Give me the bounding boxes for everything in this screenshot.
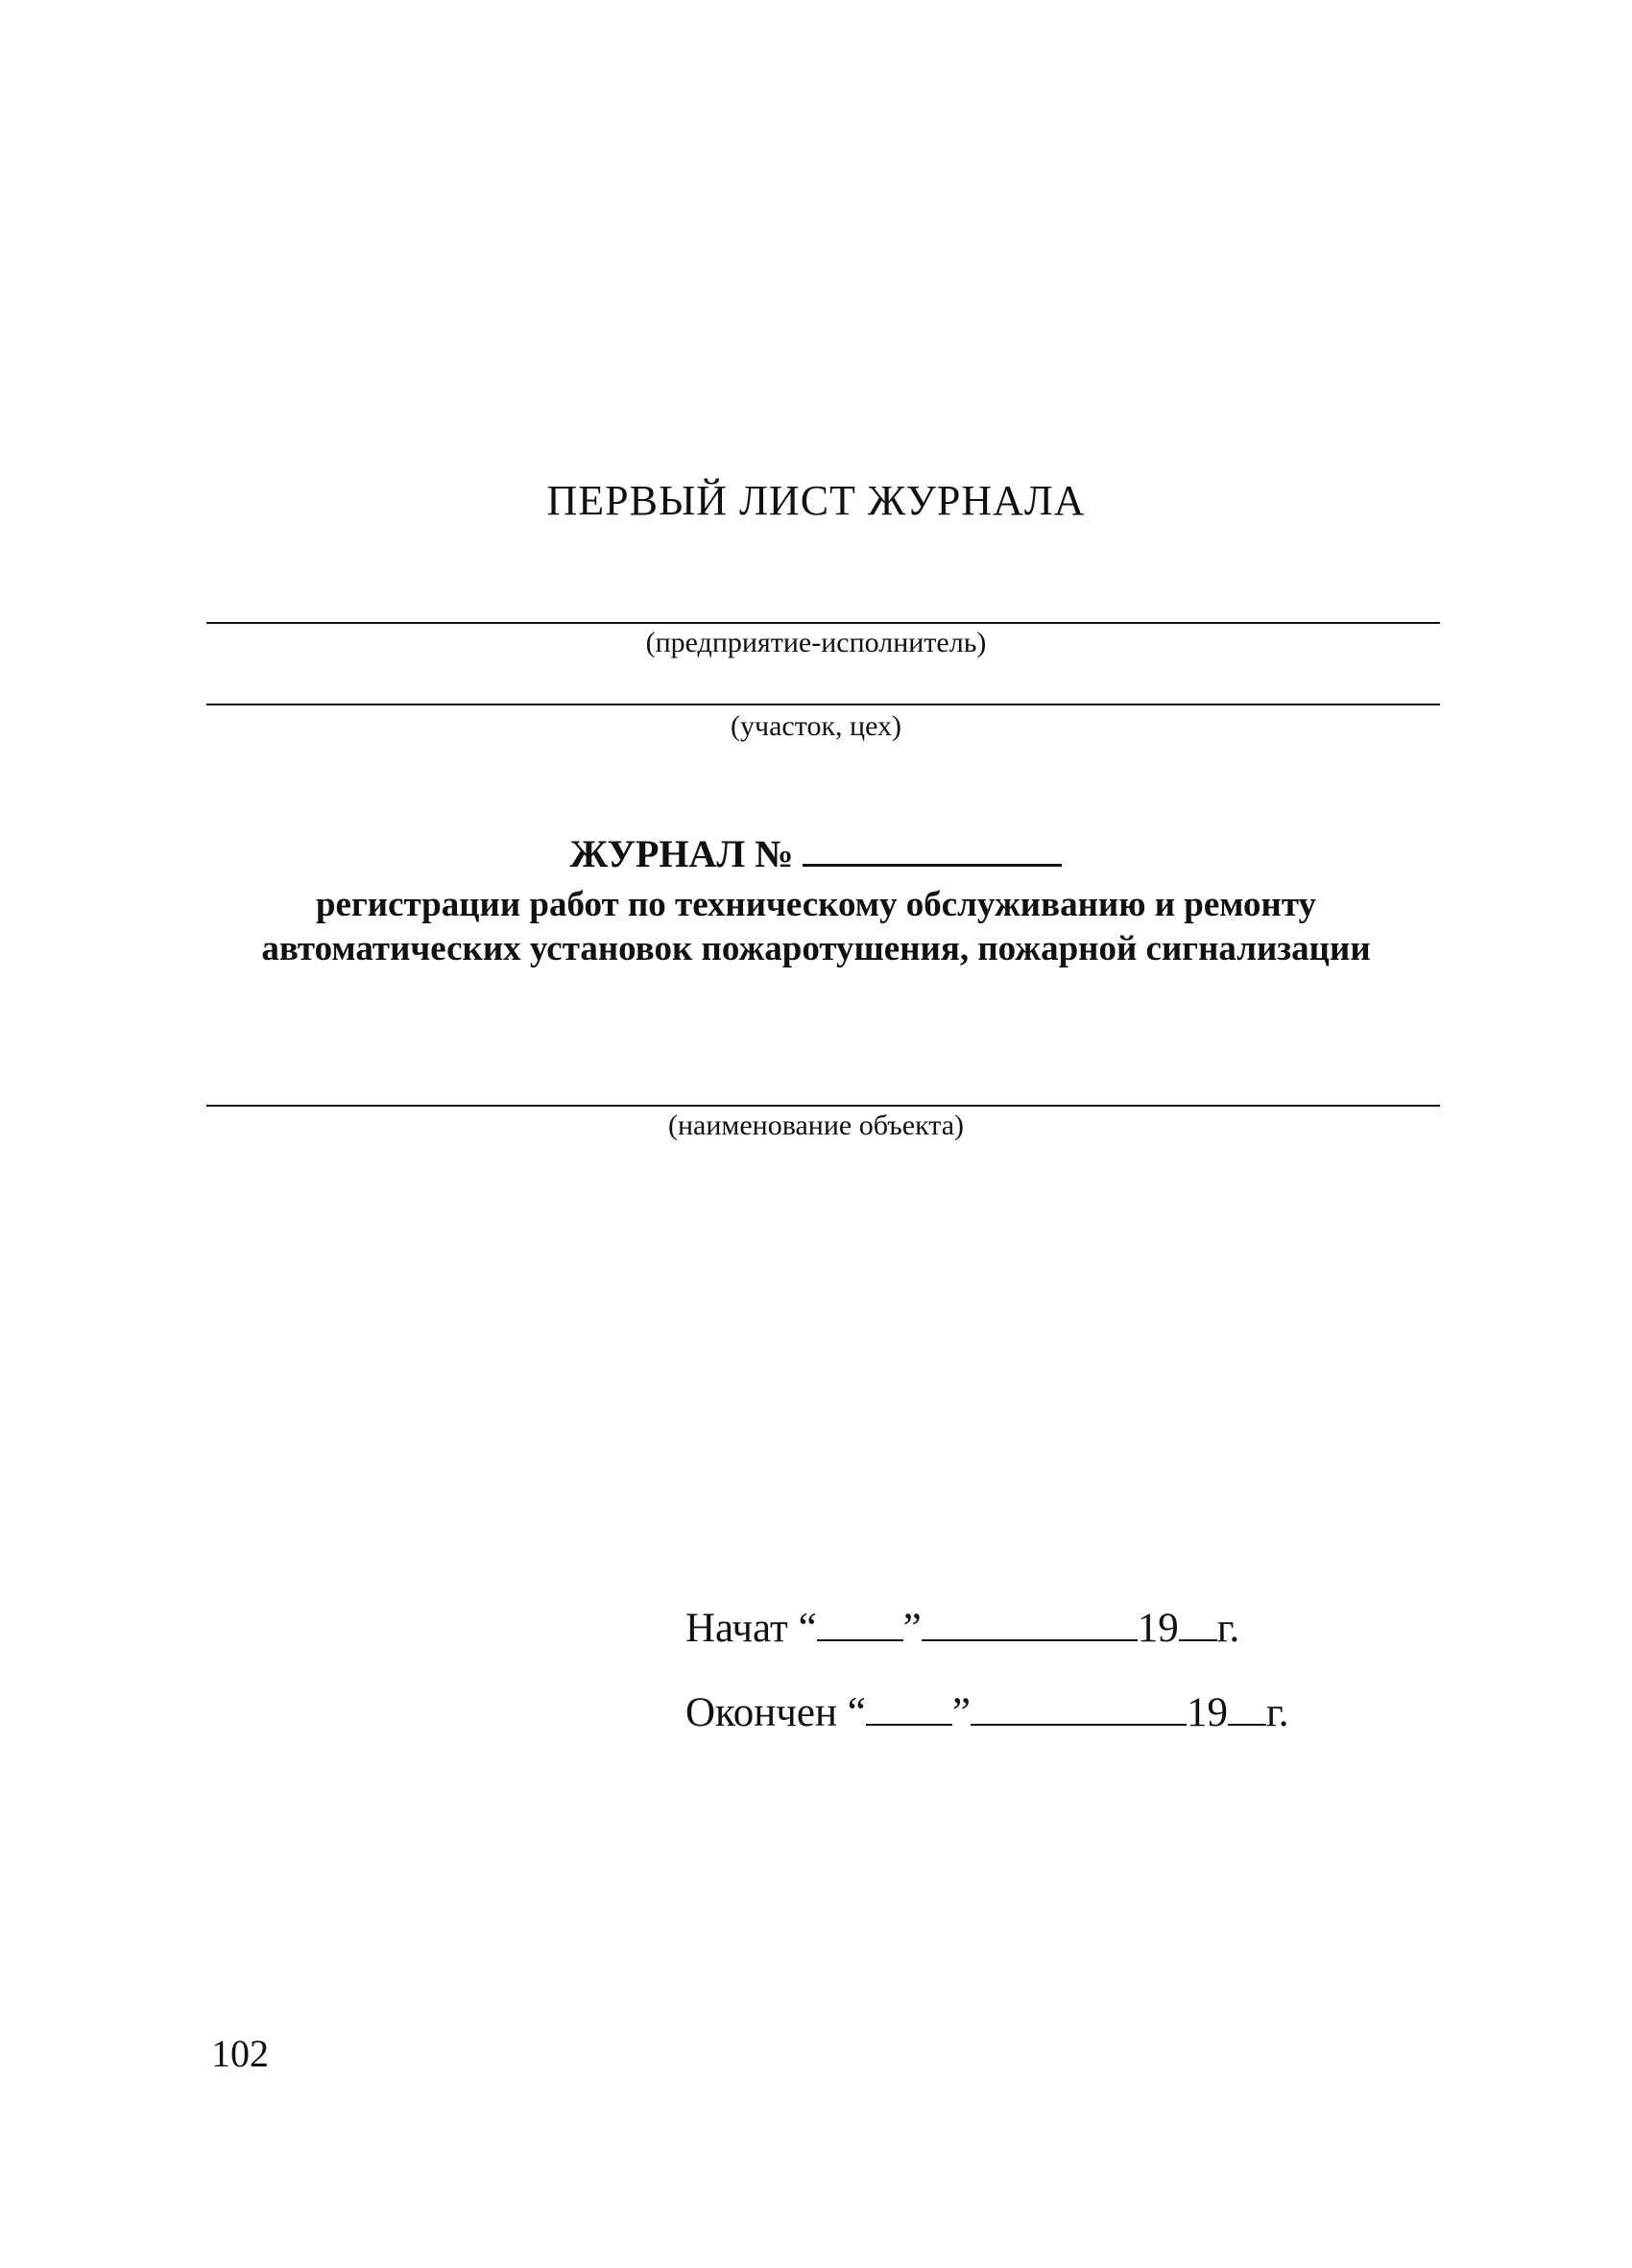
started-month-blank xyxy=(922,1601,1138,1641)
ended-year-blank xyxy=(1228,1685,1266,1726)
journal-number-blank xyxy=(803,829,1062,867)
open-quote: “ xyxy=(847,1690,866,1735)
sheet-title: ПЕРВЫЙ ЛИСТ ЖУРНАЛА xyxy=(546,477,1086,524)
started-century: 19 xyxy=(1137,1606,1179,1651)
enterprise-caption: (предприятие-исполнитель) xyxy=(645,627,987,658)
ended-month-blank xyxy=(971,1685,1187,1726)
started-label: Начат xyxy=(685,1606,788,1651)
ended-date-row xyxy=(685,1685,1288,1740)
close-quote: ” xyxy=(951,1690,971,1735)
ended-label: Окончен xyxy=(685,1690,837,1735)
ended-century: 19 xyxy=(1186,1690,1228,1735)
close-quote: ” xyxy=(902,1606,922,1651)
journal-heading xyxy=(0,827,1632,881)
started-year-blank xyxy=(1179,1601,1217,1641)
ended-year-suffix: г. xyxy=(1265,1690,1289,1735)
journal-description: регистрации работ по техническому обслуживанию и ремонту автоматических установок пожаротушения, пожарной сигнализации xyxy=(261,885,1371,968)
object-caption: (наименование объекта) xyxy=(667,1110,965,1141)
page-number: 102 xyxy=(211,2032,269,2075)
open-quote: “ xyxy=(798,1606,817,1651)
section-line xyxy=(206,704,1440,705)
started-date-row xyxy=(685,1601,1239,1656)
section-caption: (участок, цех) xyxy=(731,710,901,742)
started-year-suffix: г. xyxy=(1216,1606,1240,1651)
journal-heading-label: ЖУРНАЛ № xyxy=(569,832,794,875)
started-day-blank xyxy=(817,1601,903,1641)
ended-day-blank xyxy=(866,1685,952,1726)
